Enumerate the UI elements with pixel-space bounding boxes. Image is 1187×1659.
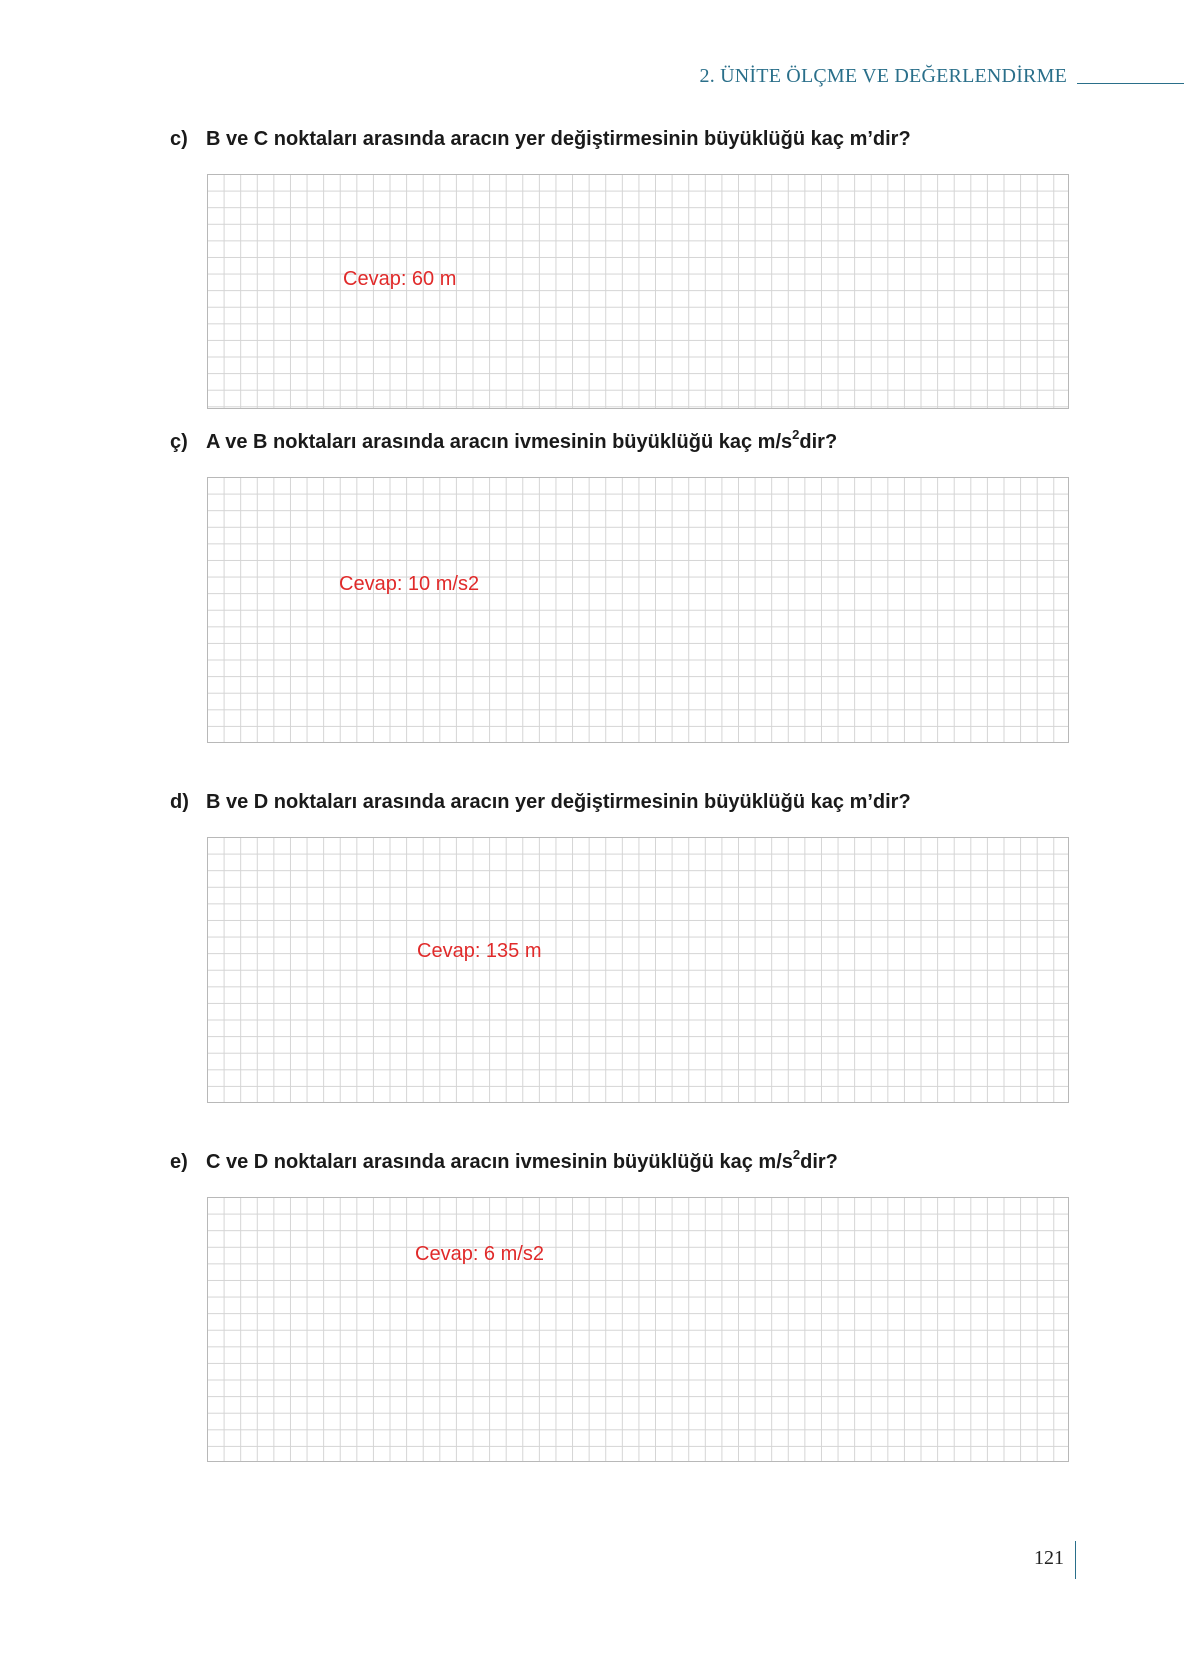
page-number: 121 <box>1034 1547 1064 1569</box>
question-superscript: 2 <box>792 1147 801 1162</box>
question-letter: ç) <box>170 431 188 453</box>
question-e <box>170 1147 838 1174</box>
answer-cedilla-c: Cevap: 10 m/s2 <box>339 573 480 595</box>
header-rule <box>1077 83 1184 84</box>
question-superscript: 2 <box>792 427 800 442</box>
answer-grid-e <box>207 1197 1069 1462</box>
answer-c: Cevap: 60 m <box>343 268 457 290</box>
question-text: B ve C noktaları arasında aracın yer değiştirmesinin büyüklüğü kaç m’dir? <box>206 128 911 150</box>
question-letter: e) <box>170 1151 188 1173</box>
answer-d: Cevap: 135 m <box>417 940 542 962</box>
page-number-rule <box>1075 1541 1076 1579</box>
question-text-end: dir? <box>799 431 838 453</box>
question-text: A ve B noktaları arasında aracın ivmesinin büyüklüğü kaç m/s <box>206 431 793 453</box>
question-cedilla-c <box>170 427 838 454</box>
question-text: B ve D noktaları arasında aracın yer değiştirmesinin büyüklüğü kaç m’dir? <box>206 791 911 813</box>
answer-grid-d <box>207 837 1069 1103</box>
question-letter: c) <box>170 128 188 150</box>
question-c <box>170 128 911 151</box>
answer-grid-cedilla-c <box>207 477 1069 743</box>
question-text-end: dir? <box>800 1151 838 1173</box>
answer-grid-c <box>207 174 1069 409</box>
answer-e: Cevap: 6 m/s2 <box>415 1243 544 1265</box>
question-d <box>170 791 911 814</box>
question-letter: d) <box>170 791 189 813</box>
question-text: C ve D noktaları arasında aracın ivmesinin büyüklüğü kaç m/s <box>206 1151 793 1173</box>
unit-header-title: 2. ÜNİTE ÖLÇME VE DEĞERLENDİRME <box>699 65 1067 87</box>
